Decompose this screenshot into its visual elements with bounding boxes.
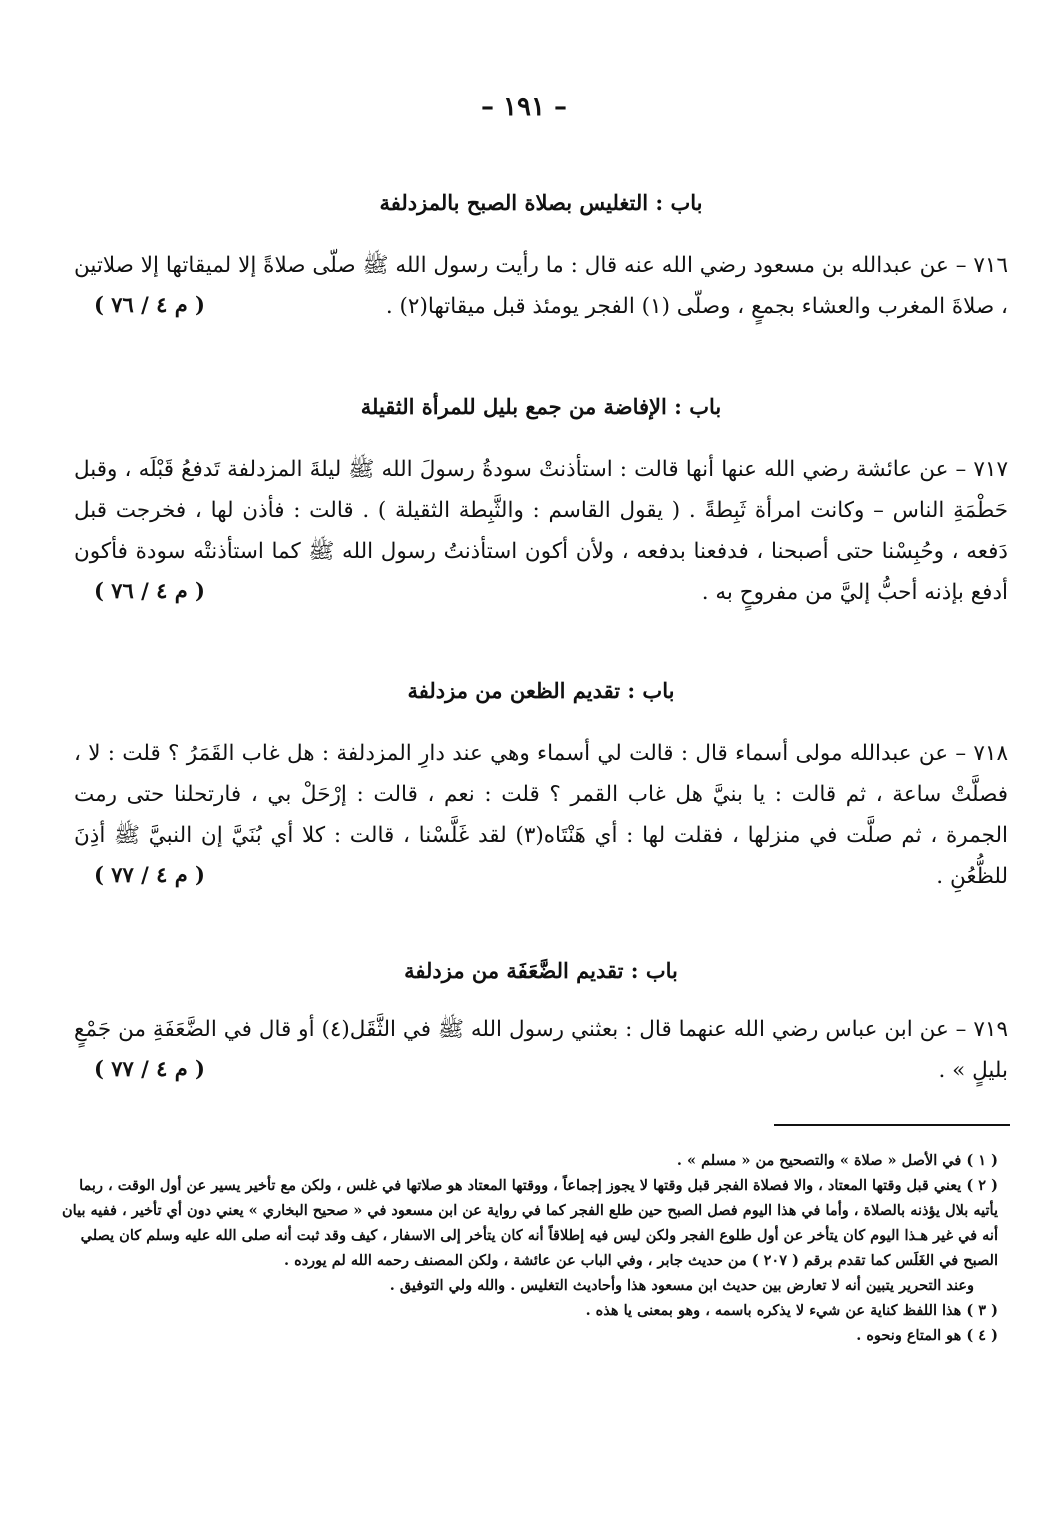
chapter-heading: باب : التغليس بصلاة الصبح بالمزدلفة: [379, 190, 703, 215]
page-number: – ١٩١ –: [480, 92, 568, 122]
footnote-2-continuation: وعند التحرير يتبين أنه لا تعارض بين حديث ابن مسعود هذا وأحاديث التغليس . والله ولي التوفيق .: [389, 1277, 974, 1294]
hadith-reference: ( م ٤ / ٧٧ ): [94, 862, 205, 887]
chapter-heading: باب : تقديم الضَّعَفَة من مزدلفة: [404, 958, 678, 983]
section-718: [74, 678, 1008, 897]
footnote-4: ( ٤ ) هو المتاع ونحوه .: [856, 1327, 998, 1344]
hadith-reference: ( م ٤ / ٧٧ ): [94, 1056, 205, 1081]
chapter-heading: باب : الإفاضة من جمع بليل للمرأة الثقيلة: [360, 394, 722, 419]
hadith-text: ٧١٨ – عن عبدالله مولى أسماء قال : قالت لي أسماء وهي عند دارِ المزدلفة : هل غاب القَمَرُ ؟ قلت : لا ، فصلَّتْ ساعة ، ثم قالت : يا بنيَّ هل غاب القمر ؟ قلت : نعم ، قالت : إرْحَلْ بي ، فارتحلنا حتى رمت الجمرة ، ثم صلَّت في منزلها ، فقلت لها : أي هَنْتَاه(٣) لقد غَلَّسْنا ، قالت : كلا أي بُنَيَّ إن النبيَّ ﷺ أذِنَ للظُّعُنِ .: [74, 741, 1008, 889]
footnote-1: ( ١ ) في الأصل « صلاة » والتصحيح من « مسلم » .: [676, 1152, 998, 1169]
hadith-reference: ( م ٤ / ٧٦ ): [94, 578, 205, 603]
hadith-718: [74, 733, 1008, 897]
footnote-divider: [774, 1124, 1010, 1126]
hadith-text: ٧١٦ – عن عبدالله بن مسعود رضي الله عنه قال : ما رأيت رسول الله ﷺ صلّى صلاةً إلا لميقاتها إلا صلاتين ، صلاةَ المغرب والعشاء بجمعٍ ، وصلّى (١) الفجر يومئذ قبل ميقاتها(٢) .: [74, 253, 1008, 319]
hadith-text: ٧١٧ – عن عائشة رضي الله عنها أنها قالت : استأذنتْ سودةُ رسولَ الله ﷺ ليلةَ المزدلفة تَدفعُ قَبْلَه ، وقبل حَطْمَةِ الناس – وكانت امرأة ثَبِطةً . ( يقول القاسم : والثَّبِطة الثقيلة ) . قالت : فأذن لها ، فخرجت قبل دَفعه ، وحُبِسْنا حتى أصبحنا ، فدفعنا بدفعه ، ولأن أكون استأذنتُ رسول الله ﷺ كما استأذنتْه سودة فأكون أدفع بإذنه أحبُّ إليَّ من مفروحٍ به .: [74, 457, 1008, 605]
section-719: [74, 958, 1008, 1091]
section-716: [74, 190, 1008, 327]
hadith-717: [74, 449, 1008, 613]
footnote-2: ( ٢ ) يعني قبل وقتها المعتاد ، والا فصلاة الفجر قبل وقتها لا يجوز إجماعاً ، ووقتها المعتاد هو صلاتها في غلس ، ولكن مع تأخير يسير عن أول الوقت ، ربما يأتيه بلال يؤذنه بالصلاة ، وأما في هذا اليوم فصل الصبح حين طلع الفجر كما في رواية عن ابن مسعود في « صحيح البخاري » يعني دون أي تأخير ، ففيه بيان أنه في غير هـذا اليوم كان يتأخر عن أول طلوع الفجر ولكن ليس فيه إطلاقاً أنه كان يتأخر إلى الاسفار ، كيف وقد ثبت أنه صلى الله عليه وسلم كان يصلي الصبح في الغَلَس كما تقدم برقم ( ٢٠٧ ) من حديث جابر ، وفي الباب عن عائشة ، ولكن المصنف رحمه الله لم يورده .: [62, 1177, 998, 1269]
section-717: [74, 394, 1008, 613]
chapter-heading: باب : تقديم الظعن من مزدلفة: [407, 678, 675, 703]
hadith-reference: ( م ٤ / ٧٦ ): [94, 292, 205, 317]
hadith-716: [74, 245, 1008, 327]
footnotes: [60, 1148, 998, 1348]
hadith-719: [74, 1009, 1008, 1091]
hadith-text: ٧١٩ – عن ابن عباس رضي الله عنهما قال : بعثني رسول الله ﷺ في الثَّقَل(٤) أو قال في الضَّعَفَةِ من جَمْعٍ بليلٍ » .: [74, 1017, 1008, 1083]
footnote-3: ( ٣ ) هذا اللفظ كناية عن شيء لا يذكره باسمه ، وهو بمعنى يا هذه .: [585, 1302, 998, 1319]
